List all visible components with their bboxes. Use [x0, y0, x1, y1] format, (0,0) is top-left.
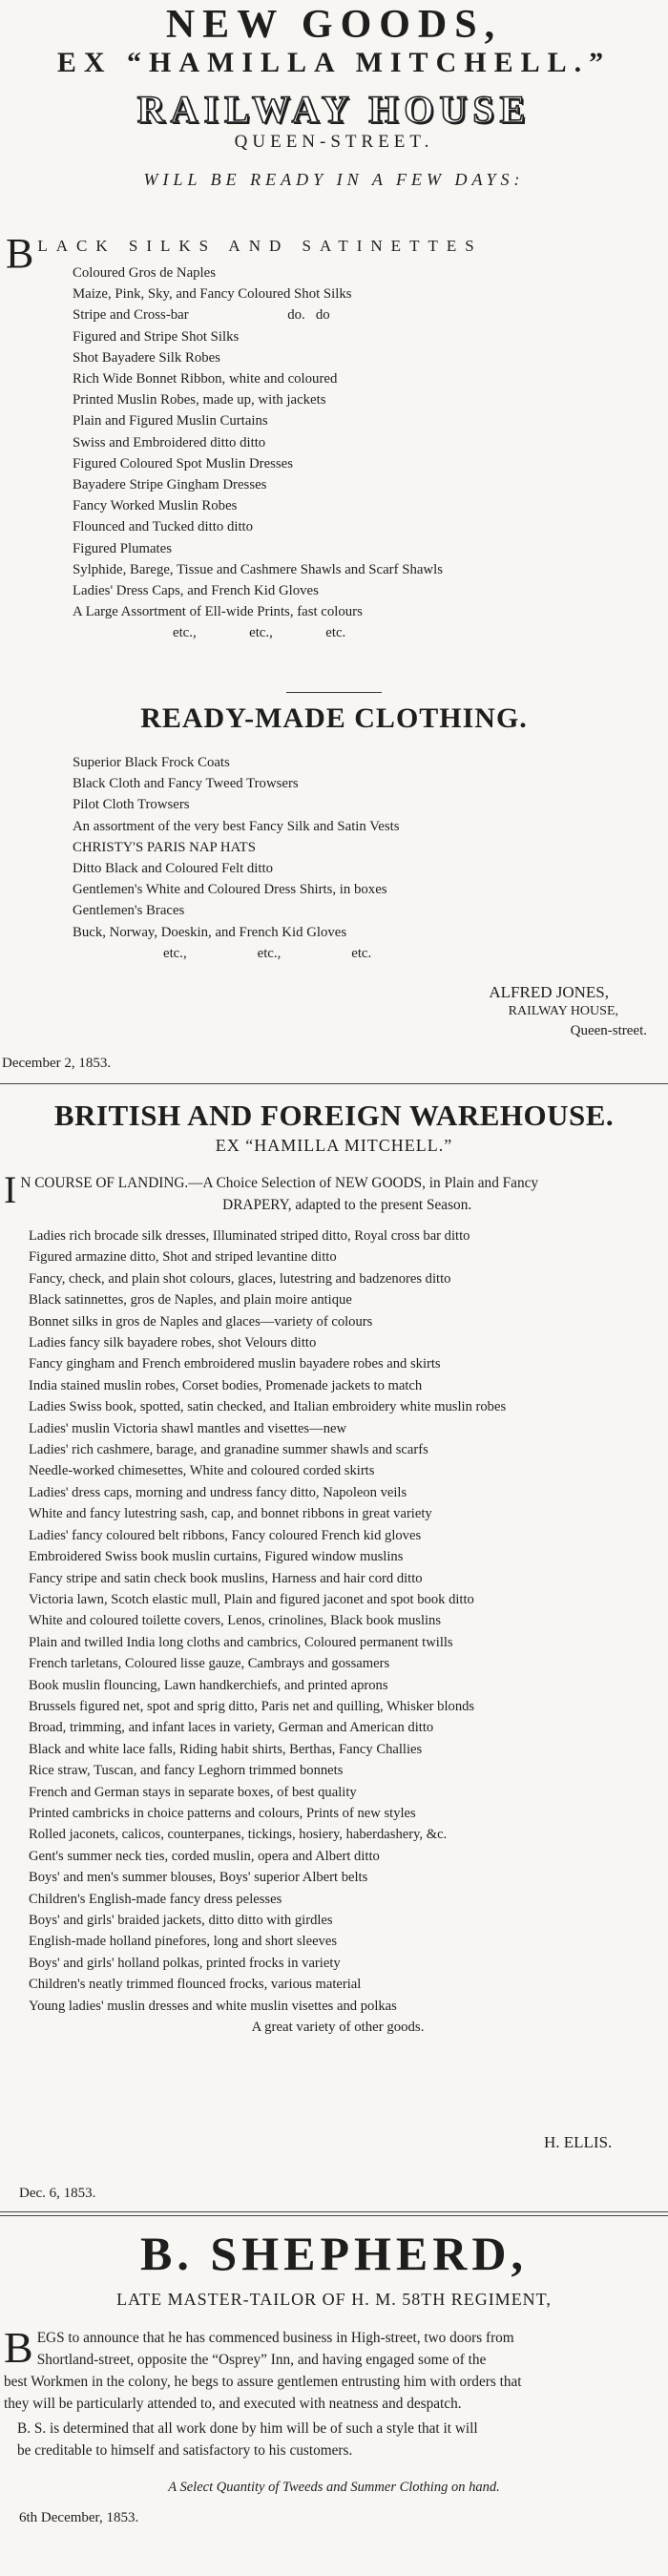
goods-heading: LACK SILKS AND SATINETTES	[37, 237, 483, 255]
warehouse-ship: EX “HAMILLA MITCHELL.”	[215, 1136, 453, 1155]
store-street: QUEEN-STREET.	[234, 132, 434, 152]
warehouse-item: Fancy gingham and French embroidered muslin bayadere robes and skirts	[29, 1356, 441, 1372]
warehouse-signature: H. ELLIS.	[544, 2133, 613, 2151]
warehouse-date: Dec. 6, 1853.	[19, 2186, 96, 2201]
warehouse-item: Ladies fancy silk bayadere robes, shot Velours ditto	[29, 1335, 317, 1351]
warehouse-item: Figured armazine ditto, Shot and striped levantine ditto	[29, 1249, 337, 1266]
clothing-item: Gentlemen's White and Coloured Dress Shirts, in boxes	[73, 882, 387, 898]
clothing-signature-block	[363, 983, 647, 1040]
warehouse-item: Boys' and girls' braided jackets, ditto ditto with girdles	[29, 1913, 333, 1928]
warehouse-item: Ladies' fancy coloured belt ribbons, Fancy coloured French kid gloves	[29, 1527, 422, 1543]
goods-item: Stripe and Cross-bar do. do	[73, 307, 330, 324]
store-name: RAILWAY HOUSE	[136, 88, 532, 131]
goods-item: Ladies' Dress Caps, and French Kid Gloves	[73, 583, 319, 599]
warehouse-item: Fancy stripe and satin check book muslins, Harness and hair cord ditto	[29, 1570, 423, 1586]
warehouse-item: Children's neatly trimmed flounced frocks, various material	[29, 1977, 362, 1993]
goods-item: Shot Bayadere Silk Robes	[73, 349, 220, 366]
tailor-header	[0, 2227, 668, 2311]
drop-cap: B	[6, 230, 34, 277]
warehouse-item: Fancy, check, and plain shot colours, glaces, lutestring and badzenores ditto	[29, 1270, 451, 1287]
goods-item: A Large Assortment of Ell-wide Prints, fast colours	[73, 604, 363, 620]
tailor-note: A Select Quantity of Tweeds and Summer Clothing on hand.	[168, 2480, 500, 2495]
warehouse-item: Victoria lawn, Scotch elastic mull, Plain and figured jaconet and spot book ditto	[29, 1591, 474, 1607]
clothing-item: Buck, Norway, Doeskin, and French Kid Gloves	[73, 924, 347, 940]
warehouse-item: Boys' and men's summer blouses, Boys' superior Albert belts	[29, 1870, 368, 1886]
ready-notice: WILL BE READY IN A FEW DAYS:	[143, 170, 525, 189]
tailor-drop-cap: B	[4, 2323, 33, 2372]
warehouse-item: Bonnet silks in gros de Naples and glaces—variety of colours	[29, 1313, 373, 1330]
clothing-item: CHRISTY'S PARIS NAP HATS	[73, 839, 256, 855]
warehouse-item: Ladies' rich cashmere, barage, and granadine summer shawls and scarfs	[29, 1442, 428, 1458]
tailor-paragraph-line: they will be particularly attended to, and executed with neatness and despatch.	[4, 2396, 462, 2412]
warehouse-intro-line-1: N COURSE OF LANDING.—A Choice Selection of NEW GOODS, in Plain and Fancy	[20, 1175, 539, 1191]
warehouse-drop-cap: I	[4, 1168, 17, 1211]
goods-items	[73, 262, 664, 622]
warehouse-title: BRITISH AND FOREIGN WAREHOUSE.	[53, 1099, 615, 1132]
warehouse-item: Ladies' dress caps, morning and undress fancy ditto, Napoleon veils	[29, 1484, 407, 1500]
warehouse-item: Ladies Swiss book, spotted, satin checked, and Italian embroidery white muslin robes	[29, 1399, 507, 1415]
warehouse-item: Boys' and girls' holland polkas, printed frocks in variety	[29, 1955, 341, 1971]
warehouse-item: Needle-worked chimesettes, White and coloured corded skirts	[29, 1463, 375, 1479]
clothing-etc: etc., etc., etc.	[163, 945, 372, 961]
warehouse-item: Gent's summer neck ties, corded muslin, opera and Albert ditto	[29, 1848, 380, 1864]
warehouse-item: Ladies rich brocade silk dresses, Illuminated striped ditto, Royal cross bar ditto	[29, 1228, 470, 1244]
clothing-item: Ditto Black and Coloured Felt ditto	[73, 861, 274, 877]
clothing-item: Pilot Cloth Trowsers	[73, 797, 190, 813]
warehouse-item: Broad, trimming, and infant laces in variety, German and American ditto	[29, 1720, 434, 1736]
goods-item: Sylphide, Barege, Tissue and Cashmere Shawls and Scarf Shawls	[73, 561, 443, 577]
warehouse-item: Rolled jaconets, calicos, counterpanes, tickings, hosiery, haberdashery, &c.	[29, 1827, 448, 1843]
tailor-paragraph-line: Shortland-street, opposite the “Osprey” Inn, and having engaged some of the	[36, 2352, 487, 2368]
warehouse-item: English-made holland pinefores, long and short sleeves	[29, 1934, 338, 1950]
divider	[286, 692, 382, 693]
warehouse-item: French tarletans, Coloured lisse gauze, Cambrays and gossamers	[29, 1656, 390, 1672]
goods-item: Fancy Worked Muslin Robes	[73, 498, 238, 514]
tailor-lines-2	[4, 2418, 666, 2461]
clothing-item: Gentlemen's Braces	[73, 903, 185, 919]
tailor-lines	[4, 2323, 666, 2415]
warehouse-header	[0, 1098, 668, 1157]
clothing-item: An assortment of the very best Fancy Silk and Satin Vests	[73, 818, 400, 834]
warehouse-item: Embroidered Swiss book muslin curtains, Figured window muslins	[29, 1549, 404, 1565]
goods-item: Flounced and Tucked ditto ditto	[73, 519, 254, 535]
warehouse-item: Black satinnettes, gros de Naples, and plain moire antique	[29, 1292, 352, 1309]
goods-item: Swiss and Embroidered ditto ditto	[73, 434, 266, 450]
warehouse-item: India stained muslin robes, Corset bodies, Promenade jackets to match	[29, 1377, 423, 1393]
tailor-subtitle: LATE MASTER-TAILOR OF H. M. 58TH REGIMENT,	[116, 2290, 552, 2309]
warehouse-closing: A great variety of other goods.	[251, 2020, 425, 2036]
tailor-paragraph-line: best Workmen in the colony, he begs to assure gentlemen entrusting him with orders that	[4, 2374, 522, 2390]
warehouse-intro-line-2: DRAPERY, adapted to the present Season.	[222, 1197, 472, 1213]
clothing-items	[73, 752, 645, 943]
section-double-rule	[0, 2211, 668, 2216]
ship-name: EX “HAMILLA MITCHELL.”	[56, 47, 612, 78]
goods-item: Figured Plumates	[73, 540, 172, 556]
goods-list	[6, 230, 664, 644]
tailor-paragraph-line: be creditable to himself and satisfactory to his customers.	[17, 2442, 353, 2459]
goods-item: Bayadere Stripe Gingham Dresses	[73, 477, 267, 493]
warehouse-item: French and German stays in separate boxes, of best quality	[29, 1784, 357, 1800]
warehouse-item: White and coloured toilette covers, Lenos, crinolines, Black book muslins	[29, 1613, 442, 1629]
warehouse-item: Ladies' muslin Victoria shawl mantles and visettes—new	[29, 1420, 347, 1436]
section-rule	[0, 1083, 668, 1084]
clothing-item: Black Cloth and Fancy Tweed Trowsers	[73, 776, 299, 792]
merchant-house: RAILWAY HOUSE,	[508, 1004, 618, 1018]
goods-item: Printed Muslin Robes, made up, with jackets	[73, 392, 326, 408]
warehouse-item: Rice straw, Tuscan, and fancy Leghorn trimmed bonnets	[29, 1763, 344, 1779]
tailor-paragraph-2	[4, 2418, 666, 2461]
goods-item: Rich Wide Bonnet Ribbon, white and coloured	[73, 371, 338, 387]
warehouse-item: Children's English-made fancy dress pelesses	[29, 1891, 282, 1907]
goods-etc: etc., etc., etc.	[173, 625, 346, 641]
tailor-paragraph-line: EGS to announce that he has commenced business in High-street, two doors from	[36, 2330, 514, 2346]
warehouse-item: Young ladies' muslin dresses and white muslin visettes and polkas	[29, 1998, 397, 2014]
advert-header	[0, 4, 668, 191]
warehouse-item: Book muslin flouncing, Lawn handkerchiefs, and printed aprons	[29, 1677, 388, 1693]
goods-item: Coloured Gros de Naples	[73, 265, 216, 281]
merchant-street: Queen-street.	[570, 1023, 647, 1038]
tailor-paragraph-line: B. S. is determined that all work done by him will be of such a style that it will	[17, 2420, 478, 2437]
merchant-name: ALFRED JONES,	[489, 983, 609, 1001]
clothing-item: Superior Black Frock Coats	[73, 755, 230, 770]
tailor-paragraph	[4, 2323, 666, 2415]
warehouse-item: Black and white lace falls, Riding habit shirts, Berthas, Fancy Challies	[29, 1741, 423, 1757]
warehouse-intro	[4, 1168, 664, 1216]
goods-item: Figured Coloured Spot Muslin Dresses	[73, 455, 293, 471]
tailor-date: 6th December, 1853.	[19, 2510, 139, 2525]
warehouse-item: White and fancy lutestring sash, cap, and bonnet ribbons in great variety	[29, 1506, 432, 1522]
clothing-list	[73, 752, 645, 964]
warehouse-items	[29, 1225, 666, 2017]
warehouse-item: Printed cambricks in choice patterns and colours, Prints of new styles	[29, 1805, 416, 1821]
warehouse-item: Plain and twilled India long cloths and cambrics, Coloured permanent twills	[29, 1634, 453, 1650]
advert-title: NEW GOODS,	[165, 3, 503, 47]
clothing-date: December 2, 1853.	[2, 1056, 112, 1071]
goods-item: Maize, Pink, Sky, and Fancy Coloured Shot Silks	[73, 286, 352, 303]
warehouse-item: Brussels figured net, spot and sprig ditto, Paris net and quilling, Whisker blonds	[29, 1698, 475, 1714]
goods-item: Plain and Figured Muslin Curtains	[73, 413, 268, 429]
tailor-title: B. SHEPHERD,	[140, 2227, 528, 2280]
clothing-title: READY-MADE CLOTHING.	[140, 702, 528, 734]
goods-item: Figured and Stripe Shot Silks	[73, 328, 240, 345]
warehouse-list	[29, 1225, 666, 2038]
